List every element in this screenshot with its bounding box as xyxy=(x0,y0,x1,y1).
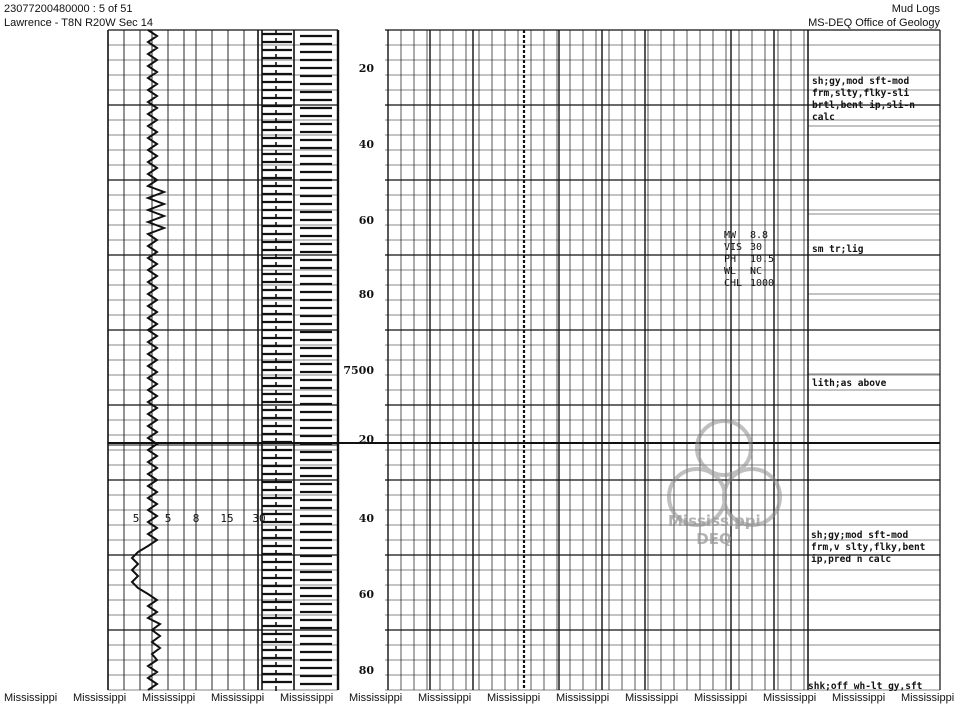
well-id-label: 23077200480000 : 5 of 51 xyxy=(4,3,133,15)
footer-watermark-strip xyxy=(0,691,955,705)
location-label: Lawrence - T8N R20W Sec 14 xyxy=(4,17,153,29)
log-type-label: Mud Logs xyxy=(891,3,940,15)
scale-label: 5 xyxy=(164,512,172,525)
mud-prop-value: NC xyxy=(750,266,763,277)
footer-text: Mississippi xyxy=(832,692,886,704)
footer-text: Mississippi xyxy=(211,692,265,704)
mud-log-scan xyxy=(0,30,946,690)
mud-prop-value: 30 xyxy=(750,242,763,253)
depth-label: 60 xyxy=(358,214,374,227)
mud-prop-label: CHL xyxy=(724,278,743,289)
footer-text: Mississippi xyxy=(280,692,334,704)
scale-label: 5 xyxy=(132,512,140,525)
lithology-note-line: calc xyxy=(812,112,835,123)
footer-text: Mississippi xyxy=(487,692,541,704)
watermark-text xyxy=(668,512,760,548)
depth-label: 40 xyxy=(358,138,374,151)
mud-prop-label: WL xyxy=(724,266,737,277)
mud-prop-value: 10.5 xyxy=(750,254,775,265)
scale-label: 30 xyxy=(252,512,266,525)
footer-text: Mississippi xyxy=(418,692,472,704)
depth-label: 40 xyxy=(358,512,374,525)
depth-label: 80 xyxy=(358,664,374,677)
lithology-note-line: sh;gy,mod sft-mod xyxy=(812,76,910,87)
lithology-note-line: lith;as above xyxy=(812,378,887,389)
footer-text: Mississippi xyxy=(556,692,610,704)
agency-label: MS-DEQ Office of Geology xyxy=(808,17,940,29)
watermark-line: Mississippi xyxy=(668,512,761,530)
footer-text: Mississippi xyxy=(4,692,58,704)
lithology-note-line: brtl,bent ip,sli-n xyxy=(812,100,915,111)
footer-text: Mississippi xyxy=(142,692,196,704)
lithology-note-line: ip,pred n calc xyxy=(811,554,892,565)
depth-label: 7500 xyxy=(343,364,374,377)
depth-label: 20 xyxy=(358,433,374,446)
lithology-note-line: shk;off wh-lt gy,sft xyxy=(808,681,923,692)
mud-prop-value: 1000 xyxy=(750,278,775,289)
lithology-note-line: sh;gy;mod sft-mod xyxy=(811,530,909,541)
footer-text: Mississippi xyxy=(763,692,817,704)
depth-label: 80 xyxy=(358,288,374,301)
mud-prop-label: VIS xyxy=(724,242,743,253)
scale-label: 8 xyxy=(192,512,200,525)
lithology-note-line: sm tr;lig xyxy=(812,244,864,255)
footer-text: Mississippi xyxy=(694,692,748,704)
watermark-line: DEQ xyxy=(696,530,732,548)
mud-properties xyxy=(724,230,774,289)
depth-label: 20 xyxy=(358,62,374,75)
scale-label: 15 xyxy=(220,512,234,525)
footer-text: Mississippi xyxy=(349,692,403,704)
footer-text: Mississippi xyxy=(625,692,679,704)
depth-label: 60 xyxy=(358,588,374,601)
footer-text: Mississippi xyxy=(73,692,127,704)
lithology-note-line: frm,v slty,flky,bent xyxy=(811,542,926,553)
mud-prop-label: PH xyxy=(724,254,737,265)
footer-text: Mississippi xyxy=(901,692,955,704)
lithology-note-line: frm,slty,flky-sli xyxy=(812,88,910,99)
mud-prop-value: 8.8 xyxy=(750,230,769,241)
mud-prop-label: MW xyxy=(724,230,737,241)
